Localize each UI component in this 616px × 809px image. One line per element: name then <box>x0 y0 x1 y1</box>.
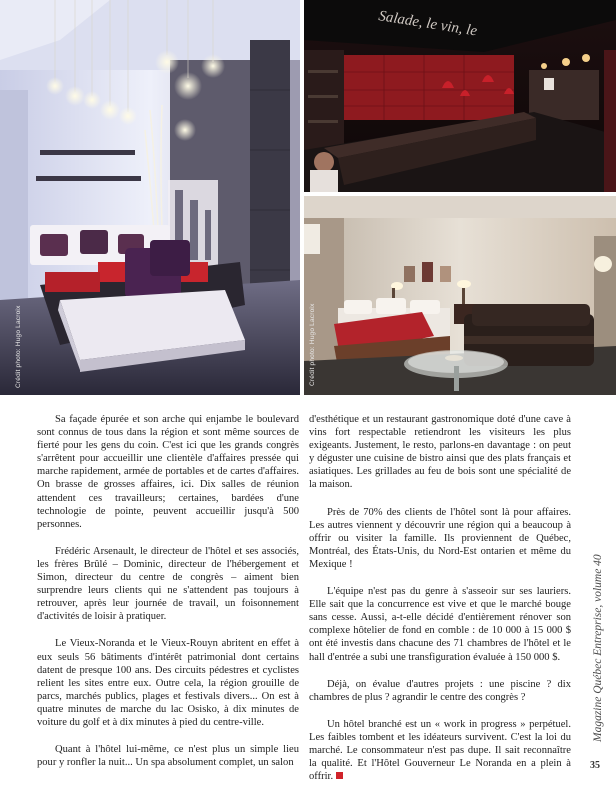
paragraph: Sa façade épurée et son arche qui enjambe le boulevard sont connus de tous dans la région et sont même sources de fierté pour les gens du coin. C'est ici que les grands congrès s'arrêtent pour accueillir une clientèle d'affaires pressée qui marche rapidement, armée de portables et de cartes d'affaires. On brasse de grosses affaires, ici. Dix salles de réunion attendent ces travailleurs; certaines, bardées d'une technologie de pointe, peuvent accueillir jusqu'à 500 personnes. <box>37 414 299 530</box>
paragraph: Frédéric Arsenault, le directeur de l'hôtel et ses associés, les frères Brûlé – Dominic, directeur de l'hébergement et Simon, directeur du centre de congrès – aiment bien surprendre leurs clients qui ne s'attendent pas toujours à retrouver, après leur journée de travail, un foisonnement d'activités de loisir à pratiquer. <box>37 545 299 623</box>
hotel-room-photo <box>304 196 616 395</box>
magazine-sidebar-title: Magazine Québec Entreprise, volume 40 <box>592 554 604 742</box>
article-right-column <box>309 413 571 783</box>
paragraph-final <box>309 718 571 783</box>
article-left-column <box>37 413 299 769</box>
paragraph: Quant à l'hôtel lui-même, ce n'est plus un simple lieu pour y ronfler la nuit... Un spa absolument complet, un salon <box>37 744 299 769</box>
photo-credit: Crédit photo: Hugo Lacroix <box>15 305 22 388</box>
paragraph: Déjà, on évalue d'autres projets : une piscine ? dix chambres de plus ? agrandir le centre des congrès ? <box>309 678 571 703</box>
paragraph: Le Vieux-Noranda et le Vieux-Rouyn abritent en effet à eux seuls 56 bâtiments d'intérêt patrimonial dont certains datent de presque 100 ans. Des circuits pédestres et cyclistes relient les sites entre eux. Outre cela, la région grouille de parcs, marchés publics, plages et festivals divers... On est à quatre minutes de marche du lac Osisko, à dix minutes de voiture du golf et à dix minutes à pied du centre-ville. <box>37 638 299 728</box>
lobby-photo <box>0 0 300 395</box>
photo-credit: Crédit photo: Hugo Lacroix <box>309 303 316 386</box>
end-mark-icon <box>336 772 343 779</box>
restaurant-photo <box>304 0 616 192</box>
page-number: 35 <box>590 760 600 771</box>
paragraph: d'esthétique et un restaurant gastronomique doté d'une cave à vins fort respectable retiendront les visiteurs les plus exigeants. Justement, le resto, parlons-en davantage : on peut y déguster une cuisine de bistro ainsi que des plats français et asiatiques. Les grillades au feu de bois sont une spécialité de la maison. <box>309 414 571 491</box>
paragraph-text: Un hôtel branché est un « work in progress » perpétuel. Les faibles tombent et les idéateurs survivent. C'est la loi du marché. Le consommateur n'est pas dupe. Il sait reconnaître la qualité. Et l'Hôtel Gouverneur Le Noranda en a plein à offrir. <box>309 718 571 783</box>
restaurant-wall-lettering: Salade, le vin, le <box>377 8 479 40</box>
paragraph: L'équipe n'est pas du genre à s'asseoir sur ses lauriers. Elle sait que la concurrence est vive et que le marché bouge sans cesse. Aussi, a-t-elle décidé d'entièrement rénover son complexe hôtelier de fond en comble : de 10 000 à 15 000 $ ont été investis dans chacune des 71 chambres de l'hôtel et le hall d'entrée a subi une transfiguration évaluée à 150 000 $. <box>309 586 571 663</box>
paragraph: Près de 70% des clients de l'hôtel sont là pour affaires. Les autres viennent y découvrir une région qui a beaucoup à offrir ou visiter la famille. Ils proviennent de Québec, Montréal, des États-Unis, du Nord-Est ontarien et même du Mexique ! <box>309 506 571 570</box>
